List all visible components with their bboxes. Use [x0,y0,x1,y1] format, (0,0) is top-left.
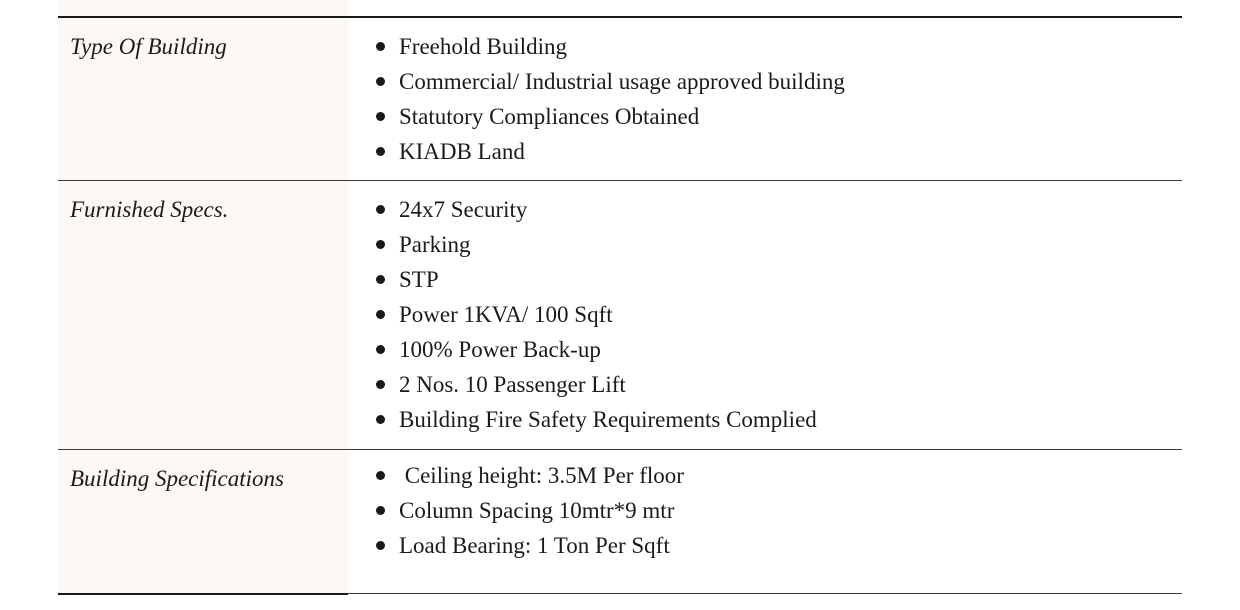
list-item [376,134,1182,169]
row-label-type-of-building: Type Of Building [70,34,227,59]
bullet-icon [376,147,385,156]
table-row-furnished-specs [58,180,1182,449]
table-bottom-rule [58,593,1182,595]
bullet-icon [376,380,385,389]
table-row-building-specifications [58,449,1182,593]
row-label-cell [58,18,348,180]
list-item [376,64,1182,99]
list-item-text: Commercial/ Industrial usage approved building [399,69,845,94]
bullet-icon [376,240,385,249]
bullet-list [376,192,1182,437]
bullet-icon [376,310,385,319]
list-item [376,493,1182,528]
list-item [376,332,1182,367]
bullet-icon [376,345,385,354]
list-item [376,458,1182,493]
list-item [376,402,1182,437]
value-column-strip [348,0,1182,16]
list-item [376,297,1182,332]
row-value-cell [348,181,1182,449]
list-item [376,29,1182,64]
bullet-icon [376,506,385,515]
bullet-icon [376,415,385,424]
list-item-text: Power 1KVA/ 100 Sqft [399,302,613,327]
list-item-text: 100% Power Back-up [399,337,601,362]
bullet-icon [376,205,385,214]
row-label-cell [58,181,348,449]
row-value-cell [348,450,1182,593]
bullet-icon [376,541,385,550]
list-item-text: Building Fire Safety Requirements Complied [399,407,817,432]
list-item [376,262,1182,297]
row-value-cell [348,18,1182,180]
bullet-icon [376,471,385,480]
bottom-rule-value-segment [348,593,1182,595]
list-item-text: KIADB Land [399,139,525,164]
table-top-strip [58,0,1182,16]
bullet-icon [376,77,385,86]
list-item [376,227,1182,262]
row-label-cell [58,450,348,593]
bullet-icon [376,112,385,121]
list-item-text: Load Bearing: 1 Ton Per Sqft [399,533,670,558]
list-item-text: Column Spacing 10mtr*9 mtr [399,498,675,523]
list-item-text: Freehold Building [399,34,568,59]
bullet-list [376,458,1182,563]
list-item-text: Statutory Compliances Obtained [399,104,700,129]
list-item [376,367,1182,402]
list-item [376,528,1182,563]
list-item-text: 24x7 Security [399,197,528,222]
list-item-text: 2 Nos. 10 Passenger Lift [399,372,626,397]
list-item-text: Parking [399,232,471,257]
label-column-strip [58,0,348,16]
row-label-furnished-specs: Furnished Specs. [70,197,229,222]
bullet-icon [376,275,385,284]
list-item [376,99,1182,134]
bullet-icon [376,42,385,51]
list-item-text: STP [399,267,439,292]
bottom-rule-label-segment [58,593,348,595]
list-item [376,192,1182,227]
bullet-list [376,29,1182,169]
table-row-type-of-building [58,16,1182,180]
row-label-building-specifications: Building Specifications [70,466,284,491]
specifications-table [58,0,1182,595]
list-item-text: Ceiling height: 3.5M Per floor [399,463,684,488]
